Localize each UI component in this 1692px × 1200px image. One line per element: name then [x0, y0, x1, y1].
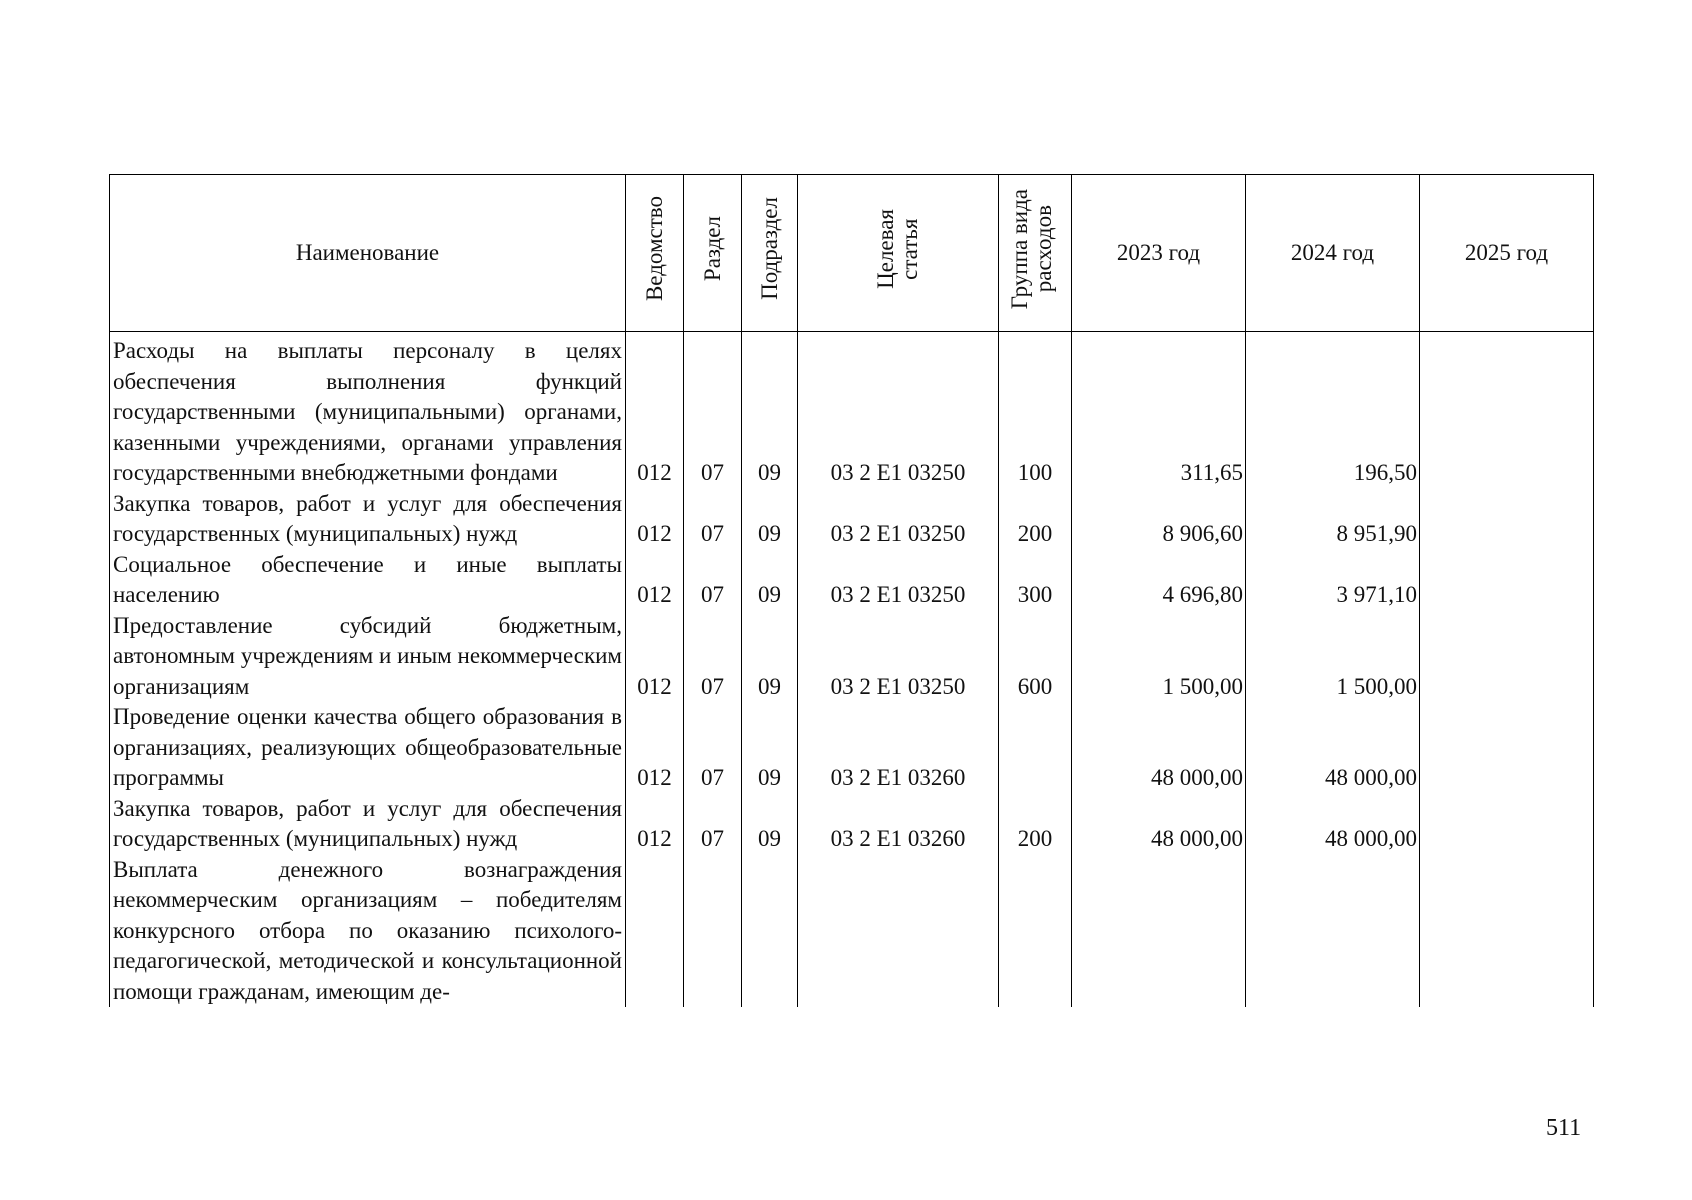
row-2023: 4 696,80: [1072, 550, 1246, 611]
header-2024: 2024 год: [1246, 175, 1420, 332]
row-name: Расходы на выплаты персоналу в целях обеспечения выполнения функций государственными (муниципальными) органами, казенными учреждениями, органами управления государственными внебюджетными фондами: [110, 332, 626, 489]
row-name: Выплата денежного вознаграждения некоммерческим организациям – победителям конкурсного отбора по оказанию психолого-педагогической, методической и консультационной помощи гражданам, имеющим де-: [110, 855, 626, 1008]
row-2024: 3 971,10: [1246, 550, 1420, 611]
row-expense-group: [999, 855, 1072, 1008]
row-subsection: 09: [742, 489, 798, 550]
header-target-item-line1: Целевая: [873, 208, 898, 289]
row-2023: 48 000,00: [1072, 702, 1246, 794]
row-section: 07: [684, 550, 742, 611]
row-expense-group: 600: [999, 611, 1072, 703]
row-expense-group: 100: [999, 332, 1072, 489]
row-name: Проведение оценки качества общего образования в организациях, реализующих общеобразовательные программы: [110, 702, 626, 794]
row-department: 012: [626, 702, 684, 794]
header-target-item: [798, 175, 999, 332]
header-target-item-line2: статья: [897, 218, 922, 280]
row-2025: [1420, 611, 1594, 703]
row-2025: [1420, 702, 1594, 794]
row-section: 07: [684, 702, 742, 794]
row-target-item: 03 2 Е1 03260: [798, 794, 999, 855]
row-2023: 48 000,00: [1072, 794, 1246, 855]
row-subsection: 09: [742, 332, 798, 489]
table-header-row: [110, 175, 1594, 332]
row-2025: [1420, 794, 1594, 855]
row-2023: 311,65: [1072, 332, 1246, 489]
header-section: Раздел: [684, 175, 742, 332]
table-row: [110, 794, 1594, 855]
row-target-item: 03 2 Е1 03250: [798, 550, 999, 611]
header-2025: 2025 год: [1420, 175, 1594, 332]
table-row: [110, 550, 1594, 611]
row-section: [684, 855, 742, 1008]
row-target-item: 03 2 Е1 03250: [798, 332, 999, 489]
budget-table: [109, 174, 1594, 1007]
table-row: [110, 702, 1594, 794]
header-expense-group: [999, 175, 1072, 332]
row-name: Закупка товаров, работ и услуг для обеспечения государственных (муниципальных) нужд: [110, 794, 626, 855]
row-department: [626, 855, 684, 1008]
row-2023: 1 500,00: [1072, 611, 1246, 703]
table-row: [110, 855, 1594, 1008]
row-subsection: 09: [742, 794, 798, 855]
row-2024: 8 951,90: [1246, 489, 1420, 550]
row-2025: [1420, 550, 1594, 611]
row-department: 012: [626, 794, 684, 855]
row-expense-group: 200: [999, 489, 1072, 550]
row-subsection: 09: [742, 611, 798, 703]
table-row: [110, 489, 1594, 550]
row-2025: [1420, 855, 1594, 1008]
row-target-item: [798, 855, 999, 1008]
row-2024: 1 500,00: [1246, 611, 1420, 703]
row-section: 07: [684, 611, 742, 703]
row-2025: [1420, 332, 1594, 489]
row-2023: 8 906,60: [1072, 489, 1246, 550]
table-row: [110, 611, 1594, 703]
row-target-item: 03 2 Е1 03260: [798, 702, 999, 794]
header-department: Ведомство: [626, 175, 684, 332]
header-subsection: Подраздел: [742, 175, 798, 332]
row-name: Социальное обеспечение и иные выплаты населению: [110, 550, 626, 611]
row-2025: [1420, 489, 1594, 550]
row-name: Закупка товаров, работ и услуг для обеспечения государственных (муниципальных) нужд: [110, 489, 626, 550]
row-name: Предоставление субсидий бюджетным, автономным учреждениям и иным некоммерческим организациям: [110, 611, 626, 703]
row-section: 07: [684, 489, 742, 550]
header-expense-group-line1: Группа вида: [1007, 188, 1032, 309]
row-section: 07: [684, 332, 742, 489]
row-subsection: 09: [742, 550, 798, 611]
row-subsection: 09: [742, 702, 798, 794]
row-expense-group: 300: [999, 550, 1072, 611]
row-target-item: 03 2 Е1 03250: [798, 489, 999, 550]
row-2024: 196,50: [1246, 332, 1420, 489]
row-expense-group: [999, 702, 1072, 794]
row-2024: [1246, 855, 1420, 1008]
row-2024: 48 000,00: [1246, 702, 1420, 794]
row-target-item: 03 2 Е1 03250: [798, 611, 999, 703]
row-department: 012: [626, 332, 684, 489]
row-2023: [1072, 855, 1246, 1008]
row-expense-group: 200: [999, 794, 1072, 855]
page-number: 511: [1546, 1115, 1582, 1141]
header-2023: 2023 год: [1072, 175, 1246, 332]
header-name: Наименование: [110, 175, 626, 332]
table-row: [110, 332, 1594, 489]
row-section: 07: [684, 794, 742, 855]
row-department: 012: [626, 550, 684, 611]
row-2024: 48 000,00: [1246, 794, 1420, 855]
row-department: 012: [626, 611, 684, 703]
row-subsection: [742, 855, 798, 1008]
header-expense-group-line2: расходов: [1031, 205, 1056, 293]
row-department: 012: [626, 489, 684, 550]
